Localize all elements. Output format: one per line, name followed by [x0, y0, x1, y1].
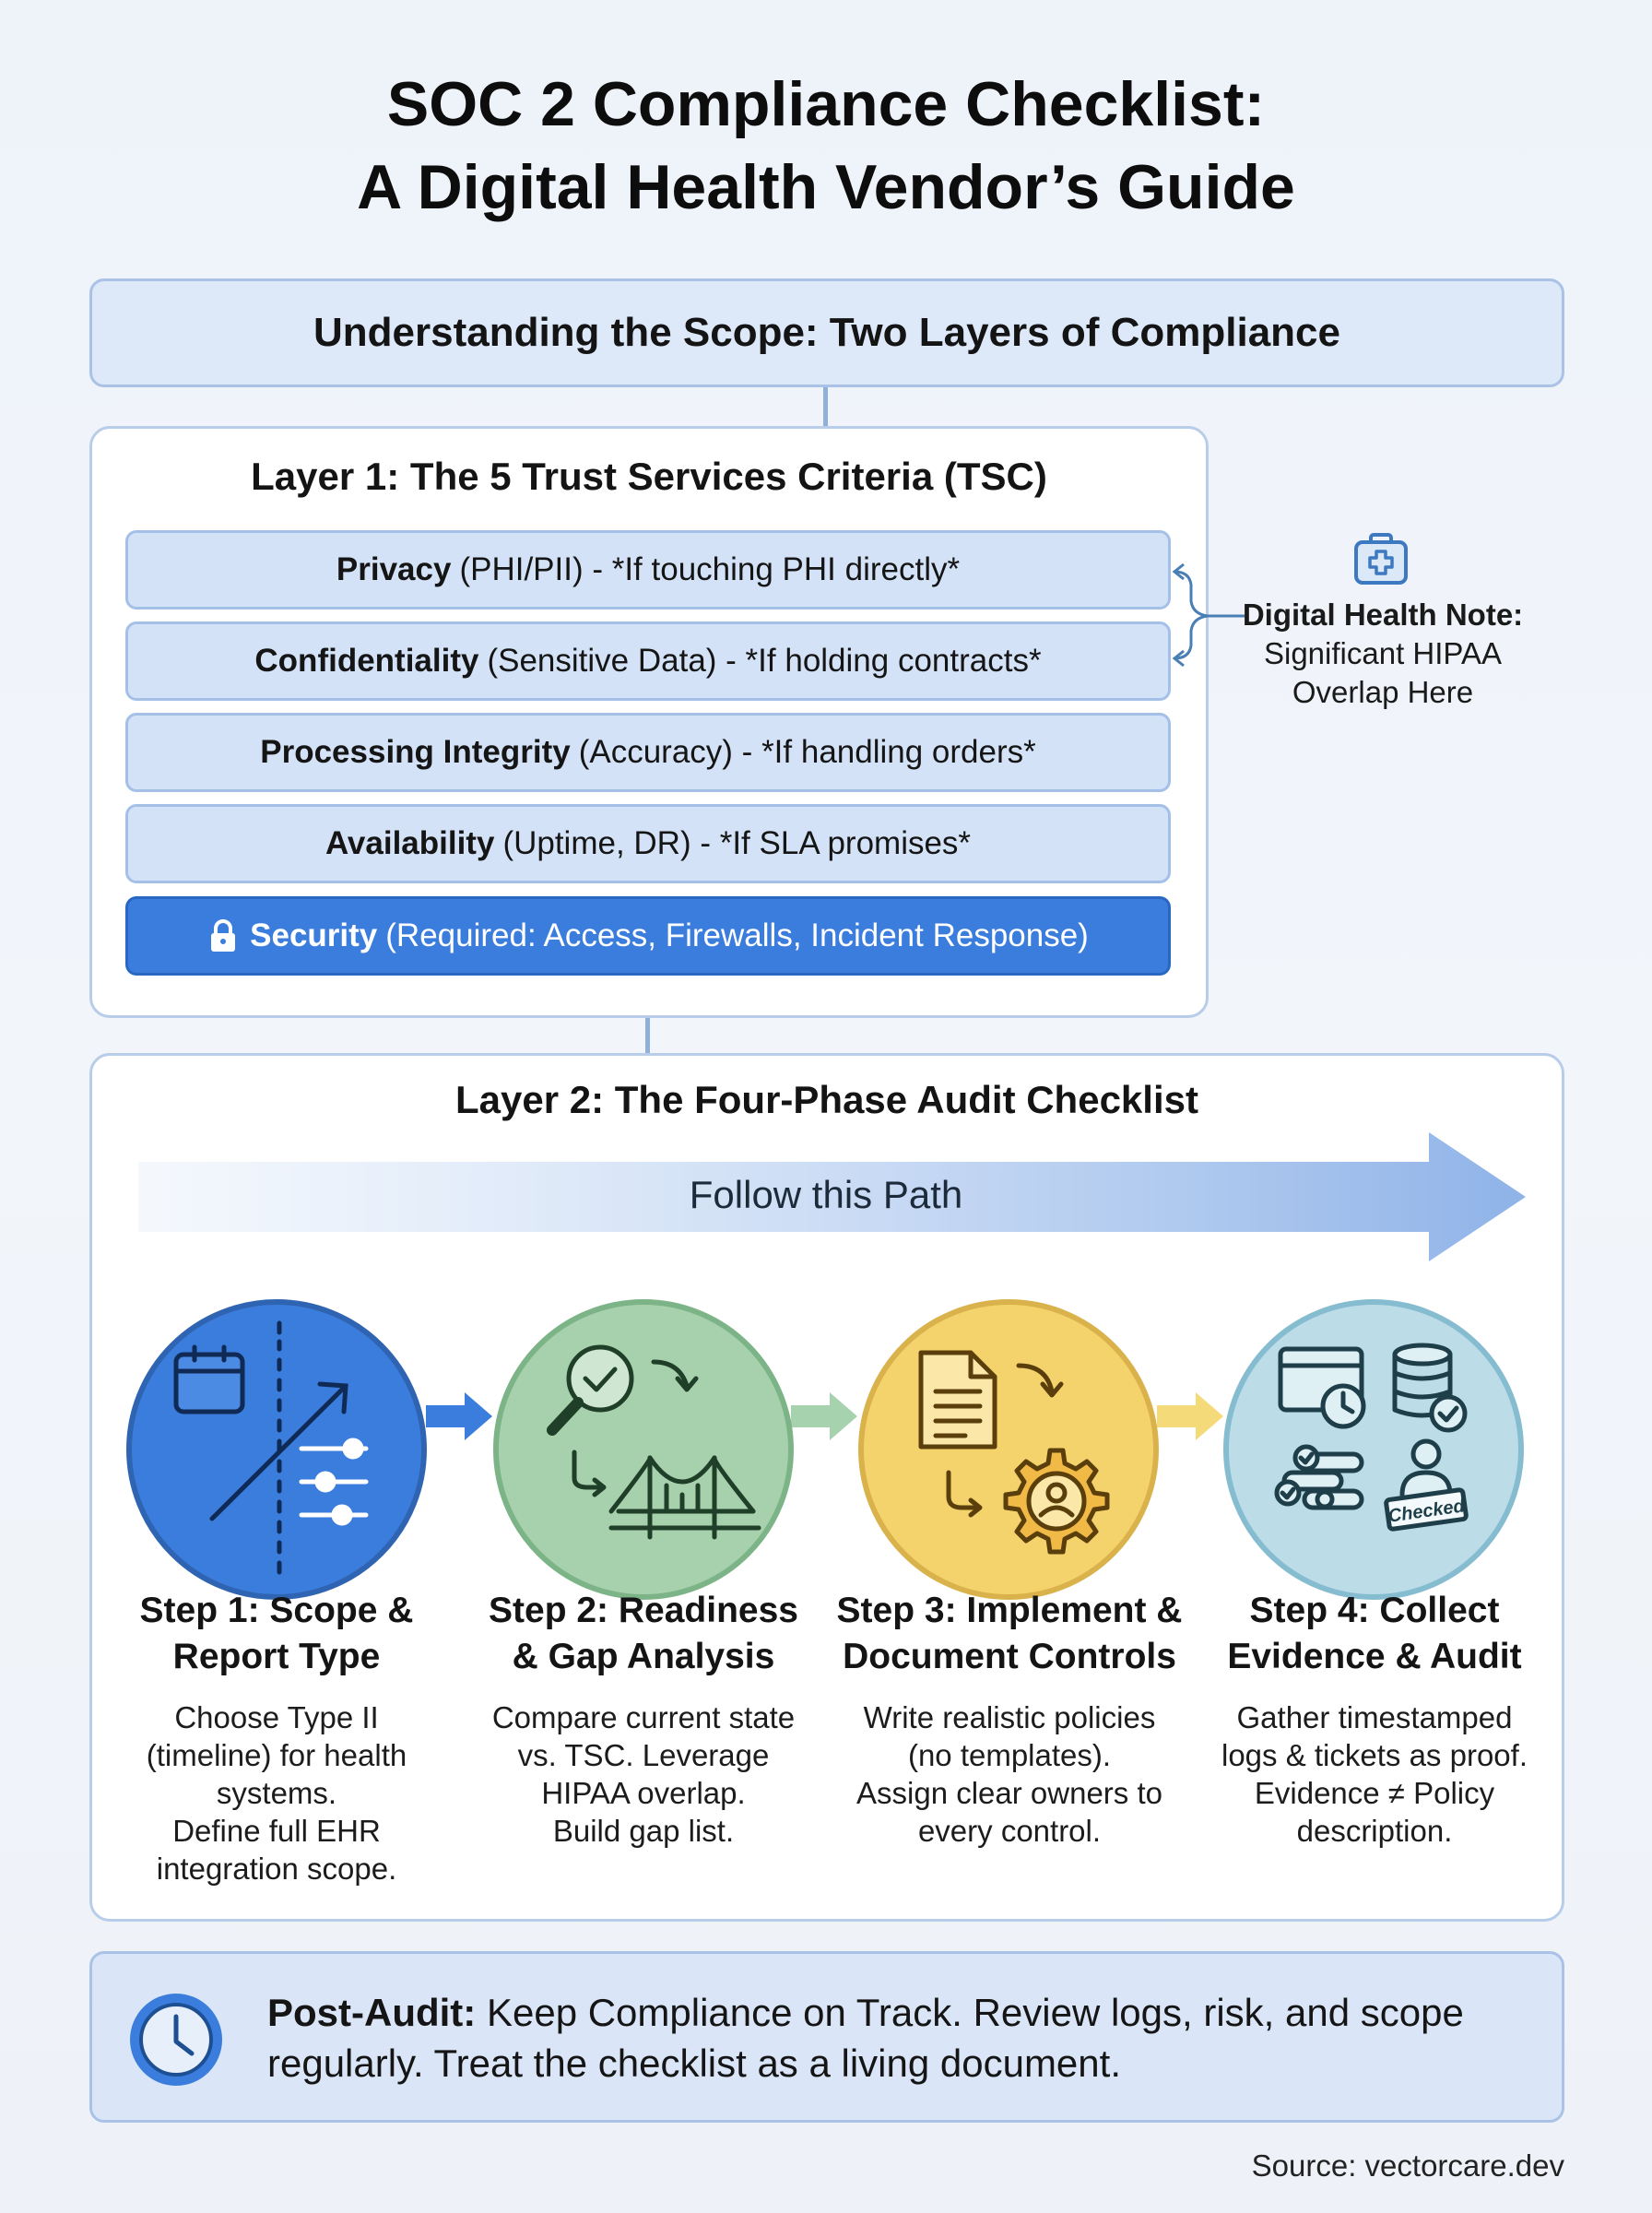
tsc-name: Confidentiality — [254, 643, 479, 679]
desc-line: vs. TSC. Leverage — [517, 1738, 770, 1772]
step-3-title — [834, 1588, 1185, 1680]
connector-mid — [645, 1018, 650, 1053]
step-1-circle — [124, 1297, 429, 1602]
tsc-detail: (Required: Access, Firewalls, Incident Response) — [385, 917, 1089, 953]
step-3-circle — [856, 1297, 1161, 1602]
layer1-title: Layer 1: The 5 Trust Services Criteria (TSC) — [251, 455, 1047, 498]
desc-line: Compare current state — [491, 1700, 796, 1734]
step-title-line: Report Type — [172, 1637, 381, 1676]
desc-line: HIPAA overlap. — [541, 1776, 746, 1810]
tsc-privacy — [125, 530, 1171, 609]
desc-line: Build gap list. — [552, 1814, 735, 1848]
digital-health-note — [1235, 596, 1530, 712]
desc-line: (timeline) for health — [146, 1738, 407, 1772]
note-line-1: Significant HIPAA — [1263, 636, 1502, 670]
tsc-name: Privacy — [336, 551, 452, 587]
step-3-description — [834, 1698, 1185, 1850]
desc-line: systems. — [216, 1776, 337, 1810]
post-audit-text — [267, 1987, 1521, 2089]
desc-line: (no templates). — [907, 1738, 1112, 1772]
step-2-circle — [491, 1297, 796, 1602]
follow-path-label: Follow this Path — [689, 1173, 963, 1216]
page-title — [0, 63, 1652, 229]
step-title-line: Step 1: Scope & — [139, 1591, 414, 1630]
tsc-processing-integrity — [125, 713, 1171, 792]
connector-top — [823, 387, 828, 426]
desc-line: Write realistic policies — [863, 1700, 1156, 1734]
brace-connector — [1171, 553, 1245, 673]
title-line-1: SOC 2 Compliance Checklist: — [386, 69, 1266, 139]
medical-kit-icon — [1352, 531, 1410, 586]
step-1-title — [101, 1588, 452, 1680]
step-title-line: Evidence & Audit — [1227, 1637, 1522, 1676]
tsc-security — [125, 896, 1171, 976]
step-arrow-2 — [791, 1391, 859, 1442]
step-4-description — [1199, 1698, 1550, 1850]
desc-line: Choose Type II — [174, 1700, 379, 1734]
step-title-line: Step 4: Collect — [1249, 1591, 1500, 1630]
tsc-detail: (Sensitive Data) - *If holding contracts* — [487, 643, 1042, 679]
step-2-description — [468, 1698, 819, 1850]
lock-icon — [207, 918, 239, 953]
step-arrow-1 — [426, 1391, 494, 1442]
step-title-line: Document Controls — [843, 1637, 1176, 1676]
desc-line: Assign clear owners to — [856, 1776, 1162, 1810]
tsc-availability — [125, 804, 1171, 883]
tsc-name: Availability — [324, 825, 495, 861]
tsc-name: Security — [250, 917, 378, 953]
scope-header: Understanding the Scope: Two Layers of Compliance — [89, 278, 1564, 387]
source-credit: Source: vectorcare.dev — [1251, 2148, 1564, 2183]
tsc-detail: (PHI/PII) - *If touching PHI directly* — [459, 551, 961, 587]
step-title-line: Step 3: Implement & — [836, 1591, 1183, 1630]
note-title: Digital Health Note: — [1242, 598, 1524, 632]
clock-icon — [125, 1989, 227, 2090]
layer2-title: Layer 2: The Four-Phase Audit Checklist — [455, 1078, 1198, 1121]
desc-line: every control. — [917, 1814, 1102, 1848]
post-audit-panel — [89, 1951, 1564, 2123]
tsc-detail: (Uptime, DR) - *If SLA promises* — [502, 825, 972, 861]
desc-line: Evidence ≠ Policy — [1254, 1776, 1495, 1810]
desc-line: integration scope. — [156, 1852, 397, 1886]
title-line-2: A Digital Health Vendor’s Guide — [357, 152, 1295, 222]
tsc-name: Processing Integrity — [260, 734, 571, 770]
step-4-title — [1199, 1588, 1550, 1680]
desc-line: description. — [1296, 1814, 1453, 1848]
tsc-confidentiality — [125, 621, 1171, 701]
step-4-circle — [1221, 1297, 1526, 1602]
tsc-detail: (Accuracy) - *If handling orders* — [578, 734, 1036, 770]
note-line-2: Overlap Here — [1292, 675, 1474, 709]
desc-line: Define full EHR — [172, 1814, 381, 1848]
step-arrow-3 — [1157, 1391, 1225, 1442]
step-1-description — [101, 1698, 452, 1888]
post-audit-label: Post-Audit: — [267, 1991, 477, 2034]
desc-line: logs & tickets as proof. — [1221, 1738, 1528, 1772]
step-2-title — [468, 1588, 819, 1680]
post-audit-body: Keep Compliance on Track. Review logs, risk, and scope regularly. Treat the checklist as a living document. — [267, 1991, 1464, 2085]
desc-line: Gather timestamped — [1236, 1700, 1513, 1734]
step-title-line: & Gap Analysis — [512, 1637, 775, 1676]
checked-stamp: Checked — [1386, 1496, 1467, 1527]
step-title-line: Step 2: Readiness — [489, 1591, 798, 1630]
